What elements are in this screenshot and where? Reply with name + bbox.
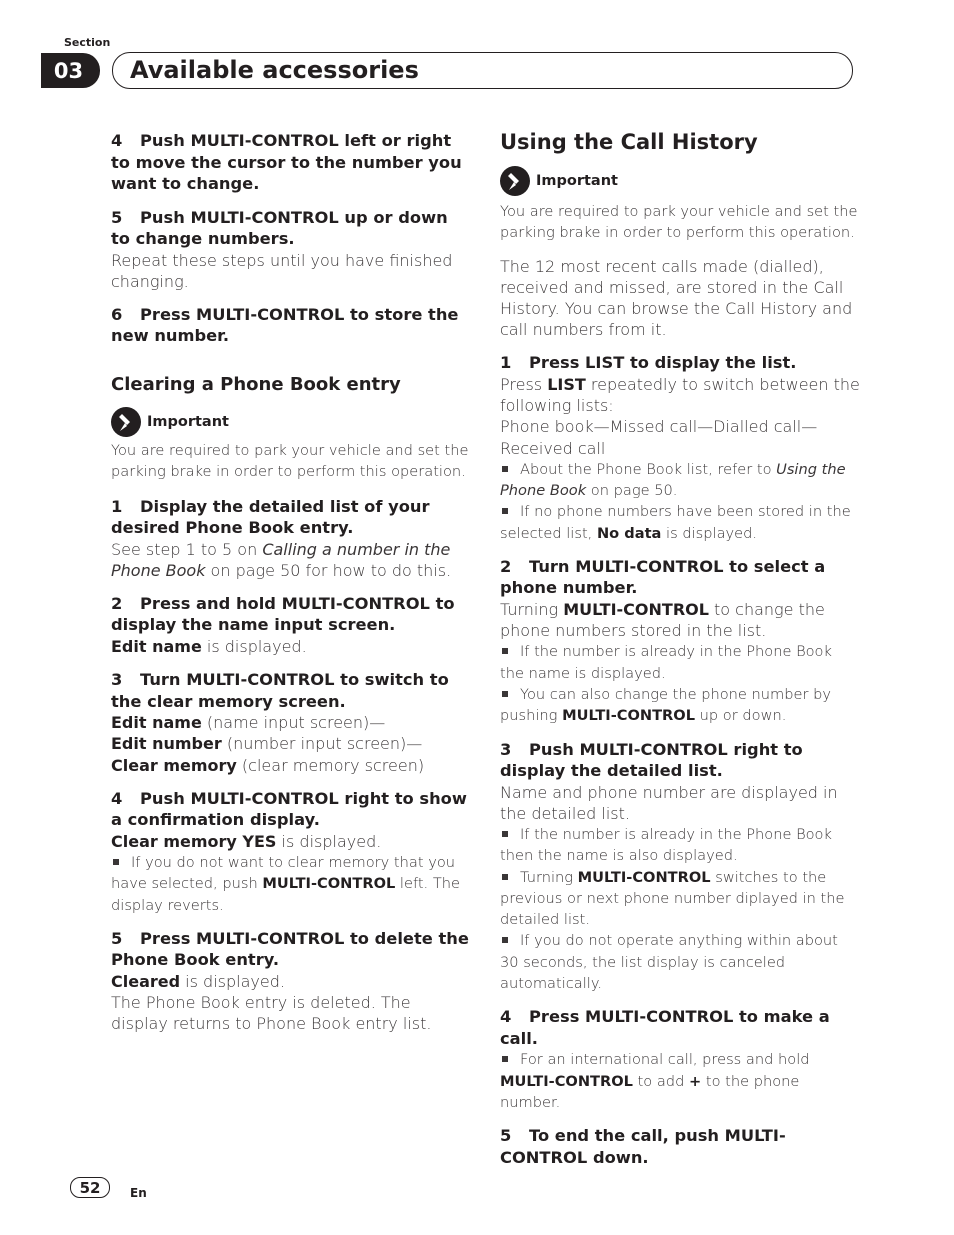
bullet-icon [113, 859, 119, 865]
section-label: Section [64, 36, 111, 49]
language-label: En [130, 1186, 147, 1200]
bullet-icon [502, 508, 508, 514]
clear-step-2-title: 2 Press and hold MULTI-CONTROL to display the name input screen. [111, 593, 455, 635]
bullet-icon [502, 937, 508, 943]
bullet-icon [502, 466, 508, 472]
page-title: Available accessories [130, 56, 419, 84]
step-5-title: 5 Push MULTI-CONTROL up or down to change numbers. [111, 207, 448, 248]
step-5-body: Repeat these steps until you have finished changing. [111, 250, 453, 291]
important-block [111, 407, 471, 437]
history-step-4-title: 4 Press MULTI-CONTROL to make a call. [500, 1007, 830, 1048]
history-step-1-body-2: Phone book—Missed call—Dialled call—Received call [500, 417, 818, 458]
page-number: 52 [70, 1177, 110, 1198]
clear-step-3-line-3: Clear memory (clear memory screen) [111, 755, 425, 775]
history-step-1-note-2: If no phone numbers have been stored in the selected list, No data is displayed. [500, 503, 851, 542]
important-label: Important [147, 413, 229, 430]
clear-step-1-body: See step 1 to 5 on Calling a number in the Phone Book on page 50 for how to do this. [111, 539, 452, 580]
history-step-5-title: 5 To end the call, push MULTI-CONTROL down. [500, 1126, 786, 1167]
step-4-title: 4 Push MULTI-CONTROL left or right to move the cursor to the number you want to change. [111, 131, 462, 193]
history-step-3-title: 3 Push MULTI-CONTROL right to display the detailed list. [500, 739, 803, 780]
clear-step-5-title: 5 Press MULTI-CONTROL to delete the Phone Book entry. [111, 928, 469, 970]
history-step-1-body: Press LIST repeatedly to switch between the following lists: [500, 374, 860, 416]
history-step-2-note-1: If the number is already in the Phone Book the name is displayed. [500, 643, 832, 682]
history-step-3-note-3: If you do not operate anything within about 30 seconds, the list display is canceled automatically. [500, 932, 838, 992]
history-step-3-note-2: Turning MULTI-CONTROL switches to the previous or next phone number diplayed in the detailed list. [500, 868, 845, 929]
left-column [111, 130, 471, 1034]
clear-step-4-body: Clear memory YES is displayed. [111, 831, 382, 851]
clear-step-2-body: Edit name is displayed. [111, 636, 307, 656]
call-history-heading: Using the Call History [500, 130, 758, 154]
history-step-2-note-2: You can also change the phone number by pushing MULTI-CONTROL up or down. [500, 685, 832, 725]
important-block [500, 166, 860, 196]
clear-step-5-body: Cleared is displayed. [111, 971, 285, 991]
clear-step-4-title: 4 Push MULTI-CONTROL right to show a confirmation display. [111, 788, 467, 830]
clear-step-3-line-2: Edit number (number input screen)— [111, 734, 423, 754]
history-step-4-note: For an international call, press and hold MULTI-CONTROL to add + to the phone number. [500, 1051, 810, 1111]
step-6-title: 6 Press MULTI-CONTROL to store the new number. [111, 304, 459, 346]
history-step-1-title: 1 Press LIST to display the list. [500, 353, 797, 373]
clearing-heading: Clearing a Phone Book entry [111, 373, 401, 395]
important-text: You are required to park your vehicle and set the parking brake in order to perform this operation. [500, 203, 858, 242]
call-history-intro: The 12 most recent calls made (dialled), received and missed, are stored in the Call History. You can browse the Call History and call numbers from it. [500, 256, 853, 340]
history-step-1-note-1: About the Phone Book list, refer to Using the Phone Book on page 50. [500, 460, 846, 500]
important-label: Important [536, 173, 618, 189]
section-number-badge: 03 [41, 53, 100, 88]
bullet-icon [502, 831, 508, 837]
history-step-2-body: Turning MULTI-CONTROL to change the phone numbers stored in the list. [500, 599, 825, 641]
bullet-icon [502, 1056, 508, 1062]
clear-step-5-body-2: The Phone Book entry is deleted. The display returns to Phone Book entry list. [111, 993, 432, 1034]
clear-step-3-line-1: Edit name (name input screen)— [111, 713, 386, 733]
important-icon [500, 166, 530, 196]
important-icon [111, 407, 141, 437]
important-text: You are required to park your vehicle and set the parking brake in order to perform this operation. [111, 441, 469, 481]
clear-step-3-title: 3 Turn MULTI-CONTROL to switch to the clear memory screen. [111, 670, 449, 711]
bullet-icon [502, 691, 508, 697]
right-column [500, 128, 860, 1168]
clear-step-1-title: 1 Display the detailed list of your desired Phone Book entry. [111, 496, 430, 537]
history-step-3-note-1: If the number is already in the Phone Book then the name is also displayed. [500, 825, 832, 865]
history-step-2-title: 2 Turn MULTI-CONTROL to select a phone number. [500, 556, 826, 598]
history-step-3-body: Name and phone number are displayed in the detailed list. [500, 782, 838, 823]
bullet-icon [502, 874, 508, 880]
clear-step-4-note: If you do not want to clear memory that you have selected, push MULTI-CONTROL left. The display reverts. [111, 853, 460, 914]
bullet-icon [502, 648, 508, 654]
